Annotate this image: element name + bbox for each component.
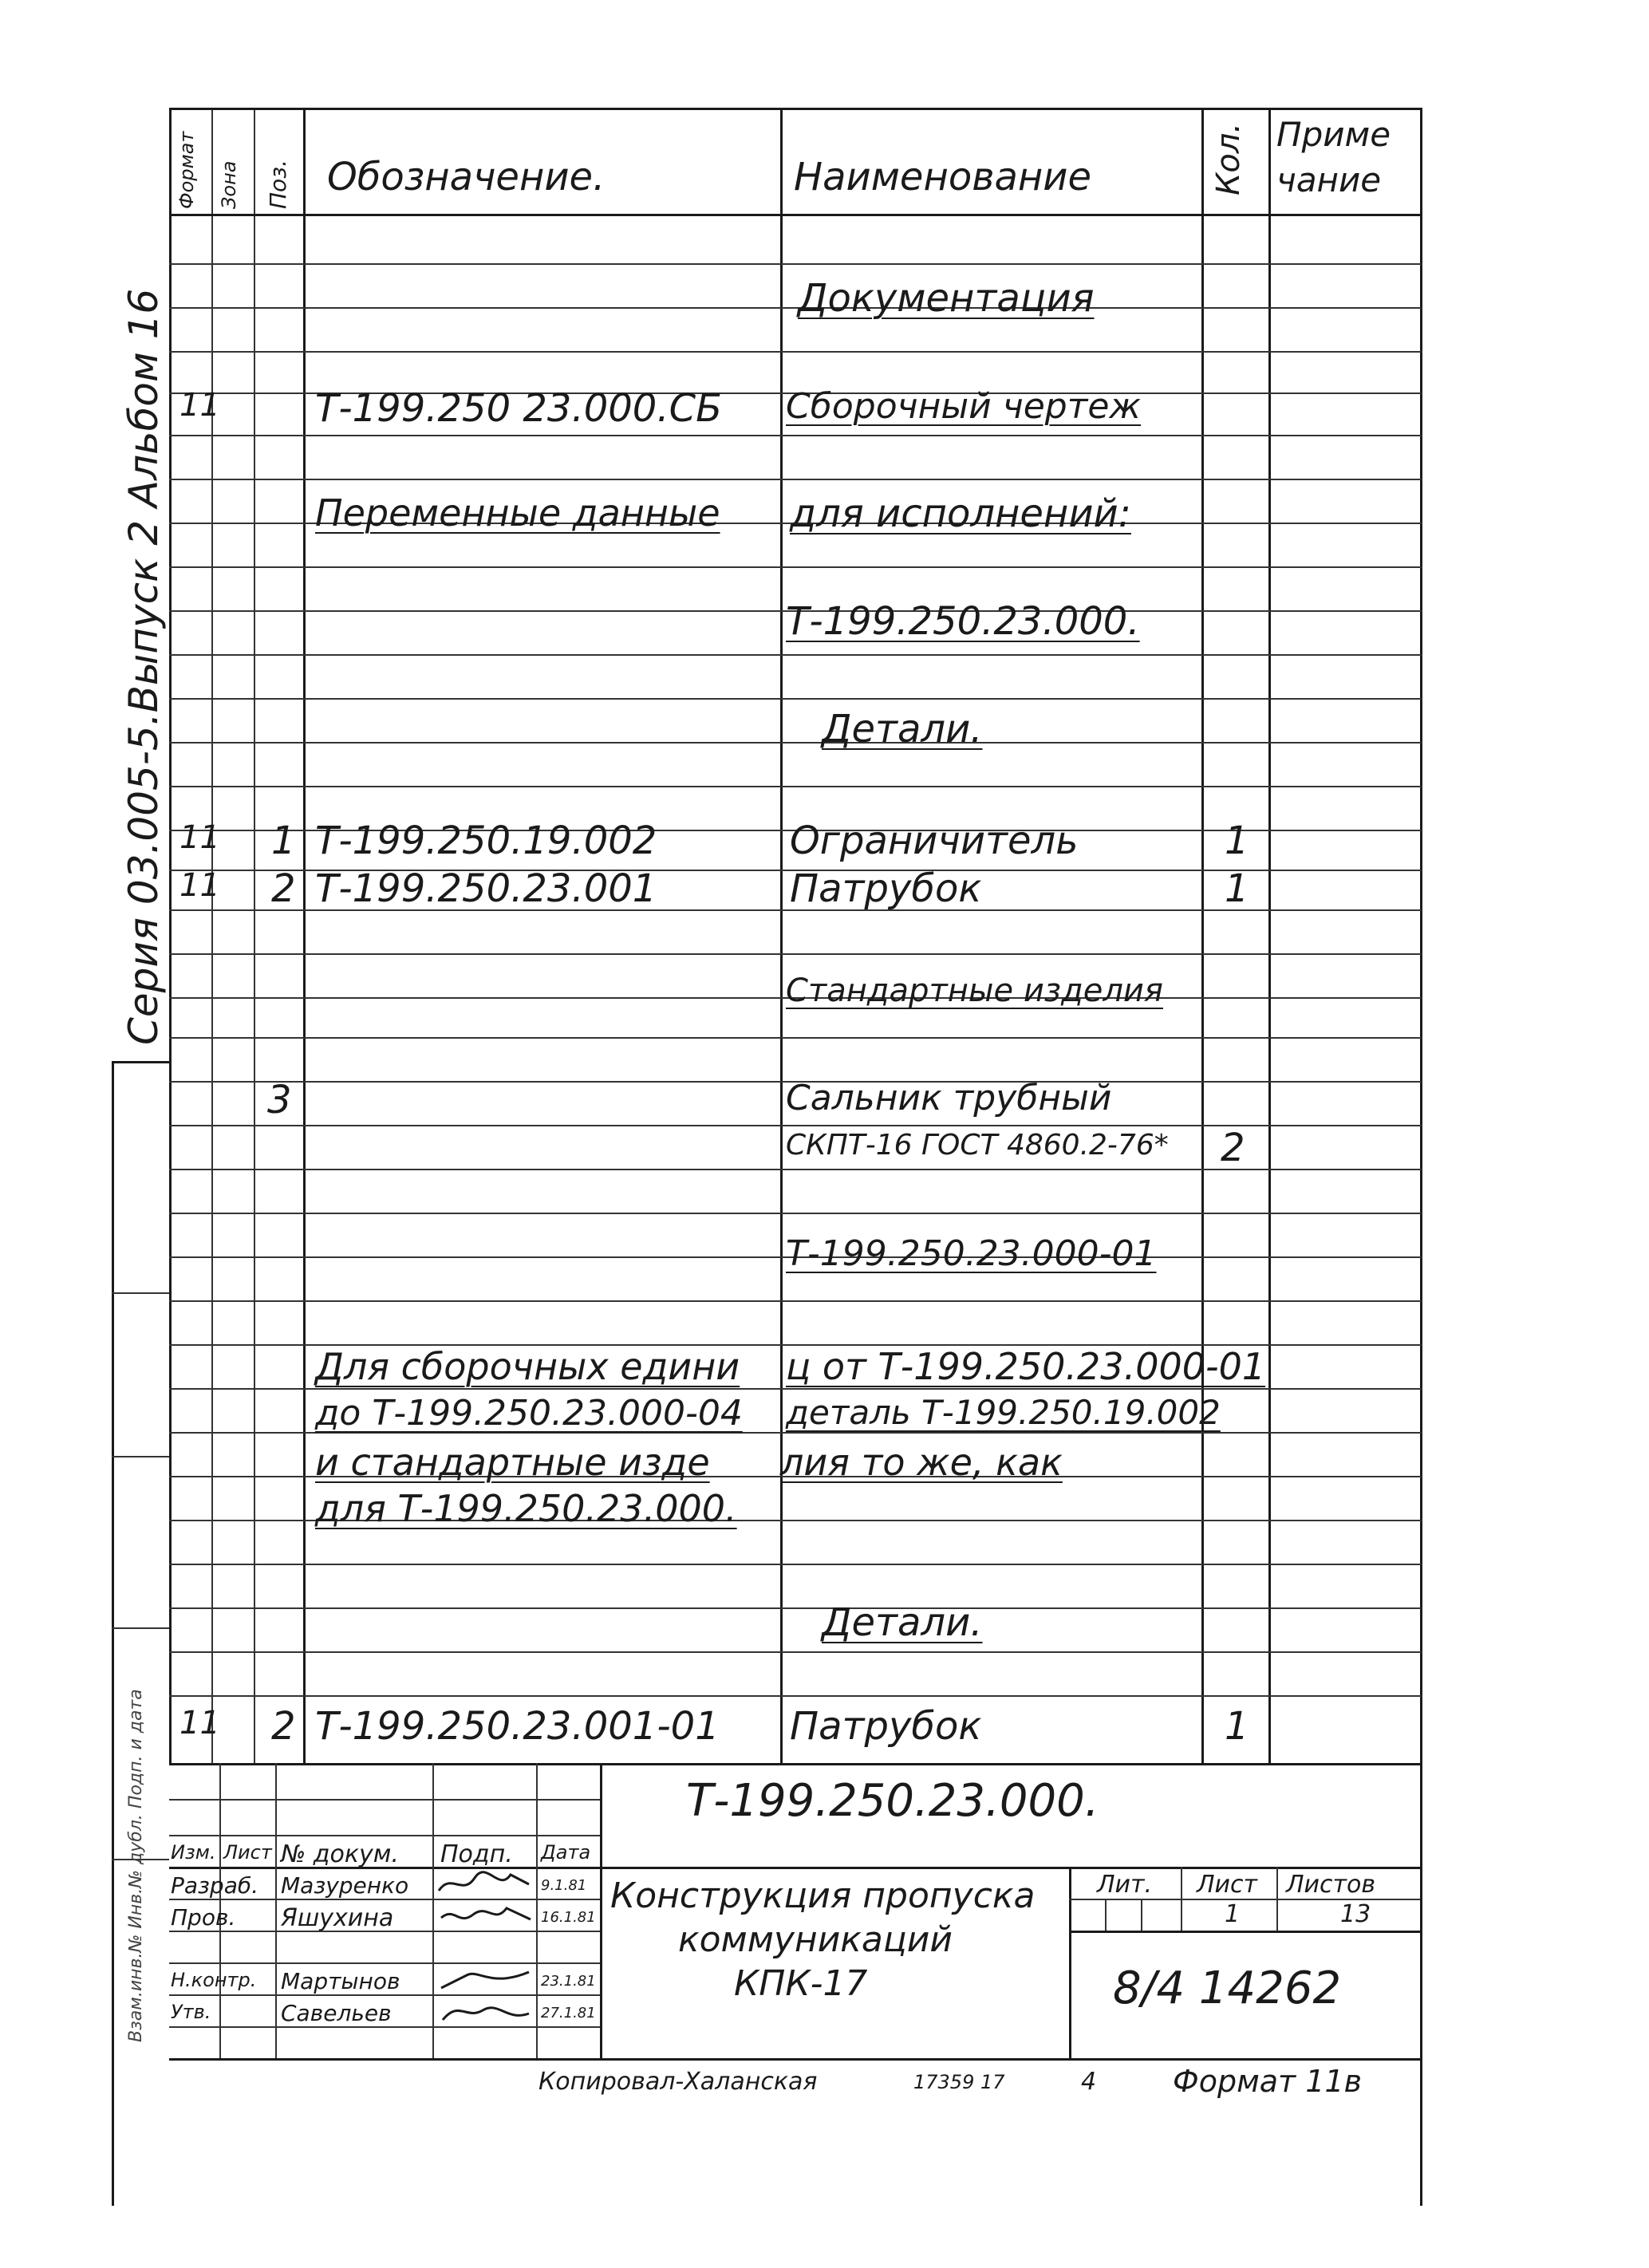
signature-utv <box>435 1996 535 2026</box>
note-line-4: для Т-199.250.23.000. <box>315 1487 737 1530</box>
tb-sheet-value: 1 <box>1225 1900 1241 1928</box>
row2-pos: 1 <box>271 818 296 863</box>
note-line-2-right: деталь Т-199.250.19.002 <box>786 1393 1221 1432</box>
header-qty: Кол. <box>1210 122 1247 195</box>
note-line-2-left: до Т-199.250.23.000-04 <box>315 1393 743 1434</box>
row4-name-2: СКПТ-16 ГОСТ 4860.2-76* <box>786 1129 1169 1162</box>
row4-pos: 3 <box>267 1078 292 1122</box>
tb-razrab: Разраб. <box>171 1872 259 1899</box>
tb-izm: Изм. <box>171 1841 216 1864</box>
tb-data: Дата <box>541 1841 591 1864</box>
header-note-2: чание <box>1276 160 1382 199</box>
row1-name: Сборочный чертеж <box>786 386 1142 427</box>
row2-designation: Т-199.250.19.002 <box>315 818 657 863</box>
variant-1: Т-199.250.23.000-01 <box>786 1233 1157 1274</box>
tb-utv: Утв. <box>171 2001 211 2023</box>
section-details-2: Детали. <box>822 1600 983 1645</box>
row3-pos: 2 <box>271 866 296 911</box>
row5-qty: 1 <box>1225 1704 1249 1749</box>
variable-data-right: для исполнений: <box>790 491 1131 536</box>
tb-prov-name: Яшухина <box>281 1904 394 1932</box>
footer-number: 17359 17 <box>913 2071 1005 2093</box>
header-note-1: Приме <box>1276 115 1391 154</box>
row4-qty: 2 <box>1221 1126 1245 1170</box>
row5-designation: Т-199.250.23.001-01 <box>315 1704 720 1749</box>
section-standard-items: Стандартные изделия <box>786 972 1163 1009</box>
tb-lit: Лит. <box>1097 1871 1153 1899</box>
row1-designation: Т-199.250 23.000.СБ <box>315 386 723 431</box>
row3-format: 11 <box>179 867 220 904</box>
note-line-3-right: лия то же, как <box>780 1441 1063 1484</box>
tb-prov-date: 16.1.81 <box>541 1909 596 1926</box>
row3-qty: 1 <box>1225 866 1249 911</box>
note-line-1-left: Для сборочных едини <box>315 1345 740 1388</box>
row2-format: 11 <box>179 819 220 856</box>
signature-nkontr <box>435 1964 535 1994</box>
document-code: Т-199.250.23.000. <box>686 1775 1099 1827</box>
variant-0: Т-199.250.23.000. <box>786 599 1140 644</box>
variable-data-left: Переменные данные <box>315 491 720 534</box>
tb-nkontr: Н.контр. <box>171 1969 257 1991</box>
tb-podp: Подп. <box>440 1840 513 1868</box>
header-format: Формат <box>176 131 198 209</box>
series-side-text: Серия 03.005-5.Выпуск 2 Альбом 16 <box>120 288 167 1045</box>
tb-nkontr-name: Мартынов <box>281 1968 400 1994</box>
tb-sheet: Лист <box>1197 1871 1258 1899</box>
note-line-1-right: ц от Т-199.250.23.000-01 <box>786 1345 1266 1388</box>
tb-sheets: Листов <box>1286 1871 1376 1899</box>
section-documentation: Документация <box>798 276 1095 321</box>
tb-list: Лист <box>223 1841 272 1864</box>
signature-razrab <box>435 1868 535 1899</box>
footer-four: 4 <box>1081 2068 1097 2096</box>
row4-name: Сальник трубный <box>786 1078 1112 1118</box>
tb-utv-date: 27.1.81 <box>541 2005 596 2021</box>
tb-razrab-date: 9.1.81 <box>541 1877 587 1894</box>
tb-razrab-name: Мазуренко <box>281 1872 409 1899</box>
footer-format: Формат 11в <box>1173 2064 1362 2099</box>
row3-name: Патрубок <box>790 866 982 911</box>
inventory-number: 8/4 14262 <box>1113 1962 1342 2014</box>
section-details: Детали. <box>822 707 983 751</box>
note-line-3-left: и стандартные изде <box>315 1441 710 1484</box>
footer-copied: Копировал-Халанская <box>538 2068 818 2096</box>
row5-pos: 2 <box>271 1704 296 1749</box>
tb-nkontr-date: 23.1.81 <box>541 1973 596 1990</box>
tb-utv-name: Савельев <box>281 2000 392 2026</box>
row2-name: Ограничитель <box>790 818 1079 863</box>
row3-designation: Т-199.250.23.001 <box>315 866 657 911</box>
row5-format: 11 <box>179 1705 220 1741</box>
header-designation: Обозначение. <box>327 155 606 199</box>
title-line-2: коммуникаций <box>678 1919 953 1960</box>
header-zone: Зона <box>218 160 240 209</box>
header-pos: Поз. <box>265 160 291 209</box>
left-stamp-text: Взам.инв.№ Инв.№ дубл. Подп. и дата <box>126 1689 146 2042</box>
row1-format: 11 <box>179 387 220 424</box>
tb-prov: Пров. <box>171 1904 236 1931</box>
row2-qty: 1 <box>1225 818 1249 863</box>
tb-sheets-value: 13 <box>1340 1900 1371 1928</box>
signature-prov <box>435 1900 535 1931</box>
title-line-1: Конструкция пропуска <box>610 1876 1036 1916</box>
header-name: Наименование <box>794 155 1092 199</box>
row5-name: Патрубок <box>790 1704 982 1749</box>
tb-ndok: № докум. <box>281 1840 399 1868</box>
title-line-3: КПК-17 <box>734 1963 868 2004</box>
